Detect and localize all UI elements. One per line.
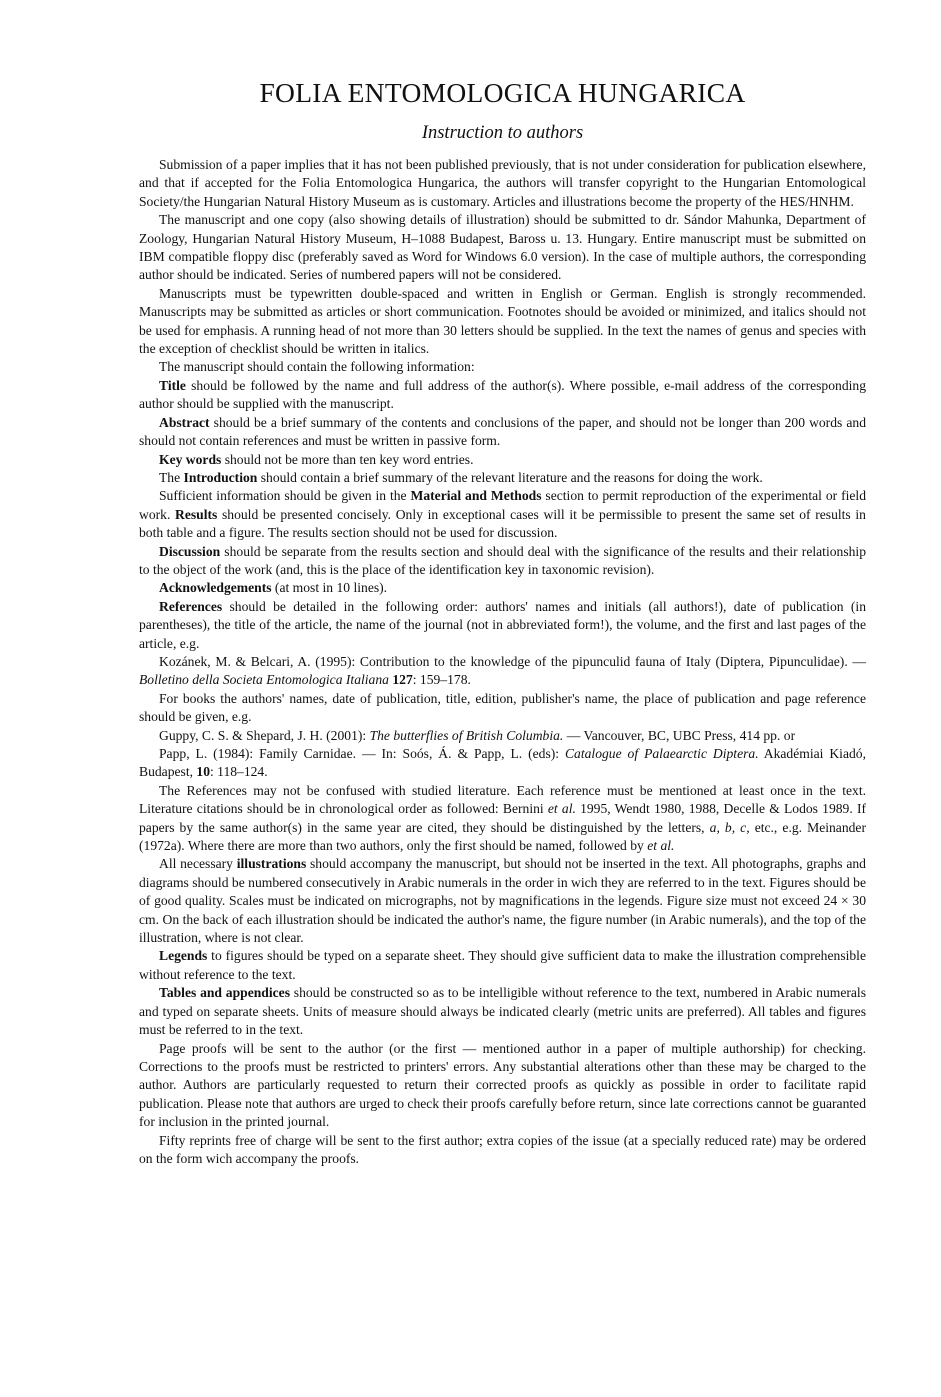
italic-text: Bolletino della Societa Entomologica Italiana: [139, 672, 389, 688]
text-run: should not be more than ten key word entries.: [221, 451, 474, 467]
paragraph-p9: [139, 487, 866, 542]
paragraph-p20: [139, 984, 866, 1039]
italic-text: The butterflies of British Columbia.: [369, 727, 564, 743]
bold-text: 10: [196, 764, 210, 780]
paragraph-p6: [139, 414, 866, 451]
text-run: should be presented concisely. Only in exceptional cases will it be permissible to present the same set of results in both table and a figure. The results section should not be used for discussion.: [139, 506, 866, 541]
bold-text: Legends: [159, 948, 208, 964]
text-run: Papp, L. (1984): Family Carnidae. — In: Soós, Á. & Papp, L. (eds):: [159, 746, 565, 761]
text-run: section to permit reproduction of the experimental or field work.: [139, 488, 866, 522]
bold-text: References: [159, 598, 223, 614]
text-run: The: [159, 469, 184, 485]
bold-text: Key words: [159, 451, 222, 467]
italic-text: Catalogue of Palaearctic Diptera.: [564, 746, 759, 761]
paragraph-p1: [139, 156, 866, 211]
journal-title: FOLIA ENTOMOLOGICA HUNGARICA: [259, 77, 746, 108]
italic-text: et al.: [647, 838, 675, 854]
text-run: The References may not be confused with studied literature. Each reference must be mentioned at least once in the text. Literature citations should be in chronological order as followed: Bernini: [139, 782, 866, 817]
paragraph-p7: [139, 451, 866, 469]
text-run: should be followed by the name and full address of the author(s). Where possible, e-mail address of the corresponding author should be supplied with the manuscript.: [139, 377, 866, 412]
text-run: : 159–178.: [412, 672, 471, 688]
text-run: Akadémiai Kiadó, Budapest,: [139, 746, 866, 780]
text-run: Submission of a paper implies that it has not been published previously, that is not under consideration for publication elsewhere, and that if accepted for the Folia Entomologica Hungarica, the authors will transfer copyright to the Hungarian Entomological Society/the Hungarian Natural History Museum as is customary. Articles and illustrations become the property of the HES/HNHM.: [139, 157, 866, 209]
text-run: The manuscript should contain the following information:: [159, 359, 475, 375]
paragraph-p21: [139, 1040, 866, 1132]
text-run: should accompany the manuscript, but should not be inserted in the text. All photographs, graphs and diagrams should be numbered consecutively in Arabic numerals in the order in wich they are referred to in the text. Figures should be of good quality. Scales must be indicated on micrographs, not by magnifications in the legends. Figure size must not exceed 24 × 30 cm. On the back of each illustration should be indicated the author's name, the figure number (in Arabic numerals), and the top of the illustration, where is not clear.: [139, 856, 866, 946]
text-run: etc., e.g. Meinander (1972a). Where there are more than two authors, only the first should be named, followed by: [139, 819, 866, 854]
text-run: For books the authors' names, date of publication, title, edition, publisher's name, the place of publication and page reference should be given, e.g.: [139, 690, 866, 725]
instructions-body: [139, 156, 866, 1168]
paragraph-p5: [139, 377, 866, 414]
paragraph-p13: [139, 653, 866, 690]
text-run: Sufficient information should be given in the: [159, 488, 411, 504]
paragraph-p8: [139, 469, 866, 487]
bold-text: 127: [392, 672, 413, 688]
text-run: 1995, Wendt 1980, 1988, Decelle & Lodos 1989. If papers by the same author(s) in the same year are cited, they should be distinguished by the letters,: [139, 801, 866, 835]
text-run: Fifty reprints free of charge will be sent to the first author; extra copies of the issue (at a specially reduced rate) may be ordered on the form wich accompany the proofs.: [139, 1132, 866, 1166]
text-run: Page proofs will be sent to the author (or the first — mentioned author in a paper of multiple authorship) for checking. Corrections to the proofs must be restricted to printers' errors. Any substantial alterations other than these may be charged to the author. Authors are particularly requested to return their corrected proofs as quickly as possible in order to facilitate rapid publication. Please note that authors are urged to check their proofs carefully before return, since late corrections cannot be guaranted for inclusion in the printed journal.: [139, 1040, 866, 1130]
paragraph-p10: [139, 543, 866, 580]
bold-text: Title: [159, 377, 186, 393]
bold-text: Acknowledgements: [159, 580, 272, 596]
paragraph-p2: [139, 211, 866, 285]
paragraph-p19: [139, 947, 866, 984]
text-run: All necessary: [159, 856, 237, 872]
text-run: should be detailed in the following order: authors' names and initials (all authors!), date of publication (in parentheses), the title of the article, the name of the journal (not in abbreviated form!), the volume, and the first and last pages of the article, e.g.: [139, 598, 866, 651]
text-run: : 118–124.: [209, 764, 268, 780]
bold-text: Discussion: [159, 543, 221, 559]
paragraph-p3: [139, 285, 866, 359]
text-run: should contain a brief summary of the relevant literature and the reasons for doing the work.: [257, 469, 763, 485]
page-subtitle: Instruction to authors: [421, 123, 584, 143]
bold-text: Material and Methods: [410, 488, 542, 504]
text-run: Manuscripts must be typewritten double-spaced and written in English or German. English is strongly recommended. Manuscripts may be submitted as articles or short communication. Footnotes should be avoided or minimized, and italics should not be used for emphasis. A running head of not more than 30 letters should be supplied. In the text the names of genus and species with the exception of checklist should be written in italics.: [139, 285, 866, 357]
bold-text: Introduction: [183, 469, 258, 485]
paragraph-p14: [139, 690, 866, 727]
italic-text: et al.: [547, 801, 576, 817]
bold-text: Abstract: [159, 414, 210, 430]
paragraph-p17: [139, 782, 866, 856]
bold-text: Tables and appendices: [159, 985, 290, 1001]
paragraph-p12: [139, 598, 866, 653]
text-run: — Vancouver, BC, UBC Press, 414 pp. or: [563, 727, 796, 743]
text-run: should be separate from the results section and should deal with the significance of the results and their relationship to the object of the work (and, this is the place of the identification key in taxonomic revision).: [139, 543, 866, 577]
paragraph-p4: [139, 358, 866, 376]
text-run: The manuscript and one copy (also showing details of illustration) should be submitted to dr. Sándor Mahunka, Department of Zoology, Hungarian Natural History Museum, H–1088 Budapest, Baross u. 13. Hungary. Entire manuscript must be submitted on IBM compatible floppy disc (preferably saved as Word for Windows 6.0 version). In the case of multiple authors, the corresponding author should be indicated. Series of numbered papers will not be considered.: [139, 212, 866, 283]
italic-text: a, b, c,: [709, 819, 750, 835]
paragraph-p22: [139, 1132, 866, 1169]
paragraph-p18: [139, 855, 866, 947]
text-run: should be constructed so as to be intelligible without reference to the text, numbered in Arabic numerals and typed on separate sheets. Units of measure should always be indicated clearly (metric units are preferred). All tables and figures must be referred to in the text.: [139, 985, 867, 1038]
bold-text: Results: [175, 506, 218, 522]
paragraph-p11: [139, 579, 866, 597]
paragraph-p16: [139, 745, 866, 782]
text-run: Kozánek, M. & Belcari, A. (1995): Contribution to the knowledge of the pipunculid fauna of Italy (Diptera, Pipunculidae). —: [159, 653, 866, 669]
text-run: Guppy, C. S. & Shepard, J. H. (2001):: [159, 727, 370, 743]
text-run: (at most in 10 lines).: [271, 580, 388, 596]
text-run: should be a brief summary of the contents and conclusions of the paper, and should not be longer than 200 words and should not contain references and must be written in passive form.: [139, 414, 866, 449]
bold-text: illustrations: [236, 856, 307, 872]
paragraph-p15: [139, 727, 866, 745]
text-run: to figures should be typed on a separate sheet. They should give sufficient data to make the illustration comprehensible without reference to the text.: [139, 948, 866, 982]
